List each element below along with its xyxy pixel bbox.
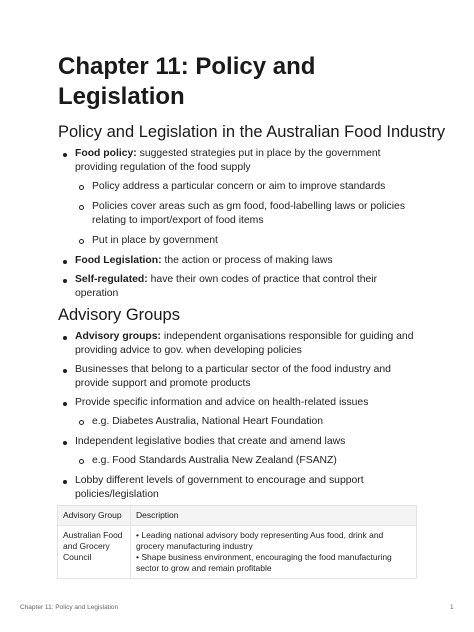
definition-text: suggested strategies put in place by the government providing regulation of the food supply [75, 148, 381, 173]
sub-list-item: e.g. Diabetes Australia, National Heart Foundation [75, 415, 423, 429]
sub-list-item: Put in place by government [75, 234, 423, 248]
section-heading-advisory: Advisory Groups [58, 306, 180, 324]
term-label: Food Legislation: [75, 255, 162, 266]
definition-text: independent organisations responsible for guiding and providing advice to gov. when developing policies [75, 331, 414, 356]
list-item [58, 396, 423, 429]
item-text: Provide specific information and advice on health-related issues [75, 397, 369, 408]
footer-title: Chapter 11: Policy and Legislation [20, 604, 119, 611]
sub-list [75, 454, 423, 468]
item-text: Independent legislative bodies that create and amend laws [75, 436, 346, 447]
sub-list [75, 180, 423, 248]
definition-text: have their own codes of practice that control their operation [75, 274, 378, 299]
table-cell-group: Australian Food and Grocery Council [58, 526, 131, 579]
term-label: Self-regulated: [75, 274, 148, 285]
column-header: Advisory Group [58, 506, 131, 526]
list-item: Lobby different levels of government to encourage and support policies/legislation [58, 474, 423, 502]
sub-list [75, 415, 423, 429]
sub-list-item: e.g. Food Standards Australia New Zealand (FSANZ) [75, 454, 423, 468]
sub-list-item: Policies cover areas such as gm food, food-labelling laws or policies relating to import/export of food items [75, 200, 423, 228]
policy-list [58, 147, 423, 306]
list-item [58, 330, 423, 358]
term-label: Food policy: [75, 148, 137, 159]
section-heading-policy: Policy and Legislation in the Australian Food Industry [58, 123, 446, 141]
page-number: 1 [450, 604, 454, 611]
advisory-groups-table [57, 505, 417, 579]
list-item [58, 435, 423, 468]
table-row [58, 526, 417, 579]
advisory-list [58, 330, 423, 507]
page-title: Chapter 11: Policy and Legislation [58, 53, 316, 110]
term-label: Advisory groups: [75, 331, 162, 342]
list-item [58, 273, 423, 301]
sub-list-item: Policy address a particular concern or aim to improve standards [75, 180, 423, 194]
list-item: Businesses that belong to a particular sector of the food industry and provide support and promote products [58, 363, 423, 391]
table-cell-description [131, 526, 417, 579]
list-item [58, 254, 423, 268]
description-line: • Shape business environment, encouraging the food manufacturing sector to grow and remain profitable [136, 552, 392, 573]
list-item [58, 147, 423, 248]
table-header-row [58, 506, 417, 526]
definition-text: the action or process of making laws [161, 255, 333, 266]
description-line: • Leading national advisory body representing Aus food, drink and grocery manufacturing industry [136, 530, 384, 551]
column-header: Description [131, 506, 417, 526]
